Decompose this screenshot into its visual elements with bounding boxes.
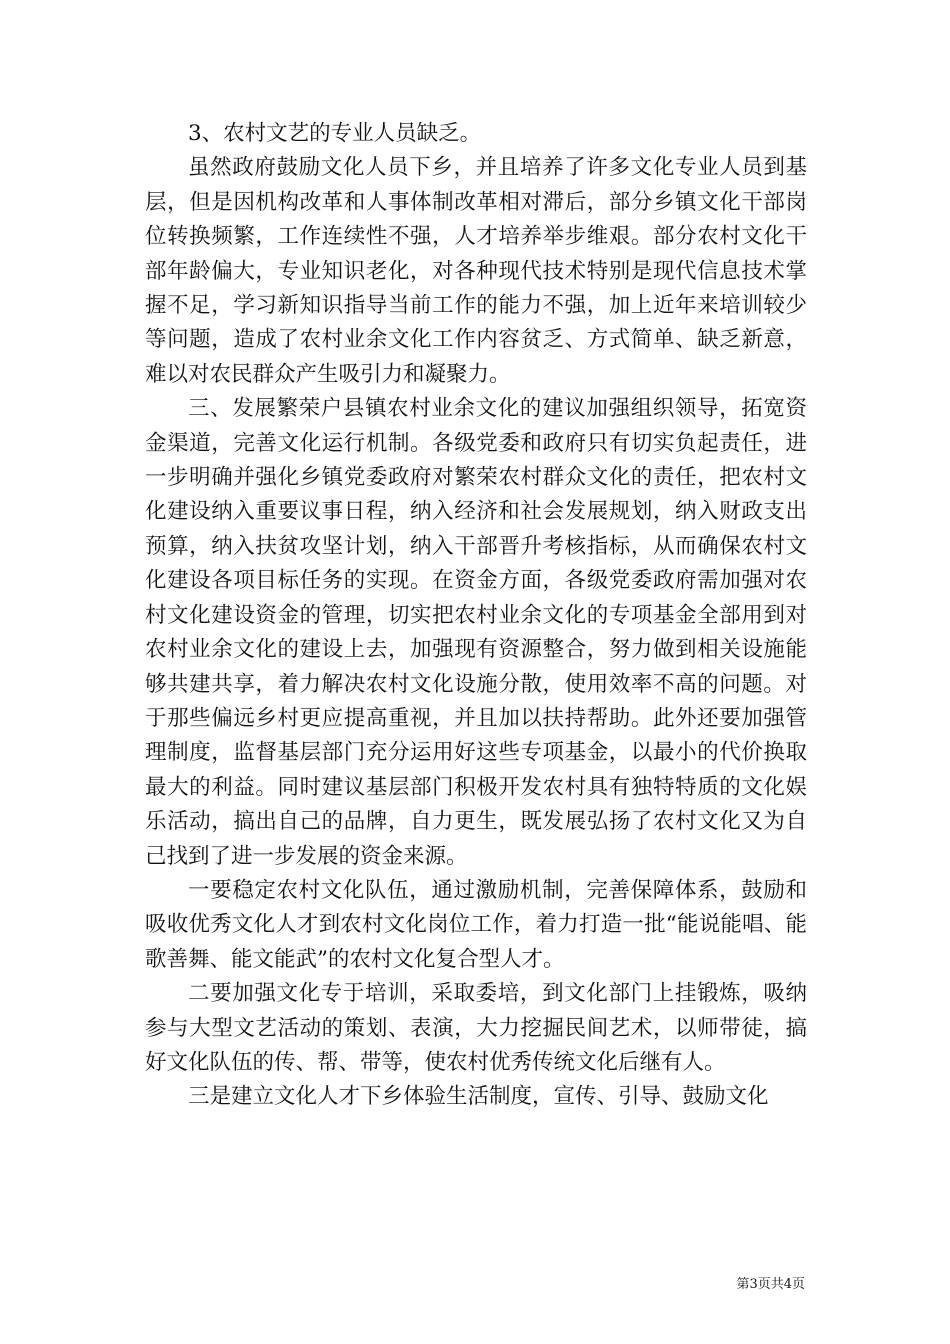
paragraph-recommendations: 三、发展繁荣户县镇农村业余文化的建议加强组织领导，拓宽资金渠道，完善文化运行机制。各级党委和政府只有切实负起责任，进一步明确并强化乡镇党委政府对繁荣农村群众文化的责任，把农村文化建设纳入重要议事日程，纳入经济和社会发展规划，纳入财政支出预算，纳入扶贫攻坚计划，纳入干部晋升考核指标，从而确保农村文化建设各项目标任务的实现。在资金方面，各级党委政府需加强对农村文化建设资金的管理，切实把农村业余文化的专项基金全部用到对农村业余文化的建设上去，加强现有资源整合，努力做到相关设施能够共建共享，着力解决农村文化设施分散，使用效率不高的问题。对于那些偏远乡村更应提高重视，并且加以扶持帮助。此外还要加强管理制度，监督基层部门充分运用好这些专项基金，以最小的代价换取最大的利益。同时建议基层部门积极开发农村具有独特特质的文化娱乐活动，搞出自己的品牌，自力更生，既发展弘扬了农村文化又为自己找到了进一步发展的资金来源。 <box>145 396 807 869</box>
paragraph-stabilize-team: 一要稳定农村文化队伍，通过激励机制，完善保障体系，鼓励和吸收优秀文化人才到农村文化岗位工作，着力打造一批“能说能唱、能歌善舞、能文能武”的农村文化复合型人才。 <box>145 877 807 972</box>
paragraph-talent-system: 三是建立文化人才下乡体验生活制度，宣传、引导、鼓励文化 <box>188 1084 769 1110</box>
paragraph-section-heading-3: 3、农村文艺的专业人员缺乏。 <box>188 121 482 146</box>
paragraph-staff-shortage: 虽然政府鼓励文化人员下乡，并且培养了许多文化专业人员到基层，但是因机构改革和人事体制改革相对滞后，部分乡镇文化干部岗位转换频繁，工作连续性不强，人才培养举步维艰。部分农村文化干部年龄偏大，专业知识老化，对各种现代技术特别是现代信息技术掌握不足，学习新知识指导当前工作的能力不强，加上近年来培训较少等问题，造成了农村业余文化工作内容贫乏、方式简单、缺乏新意，难以对农民群众产生吸引力和凝聚力。 <box>145 155 807 387</box>
document-body <box>145 117 807 1115</box>
page-number-footer: 第3页共4页 <box>736 1277 805 1292</box>
paragraph-training: 二要加强文化专于培训，采取委培，到文化部门上挂锻炼，吸纳参与大型文艺活动的策划、表演，大力挖掘民间艺术，以师带徒，搞好文化队伍的传、帮、带等，使农村优秀传统文化后继有人。 <box>145 981 807 1075</box>
